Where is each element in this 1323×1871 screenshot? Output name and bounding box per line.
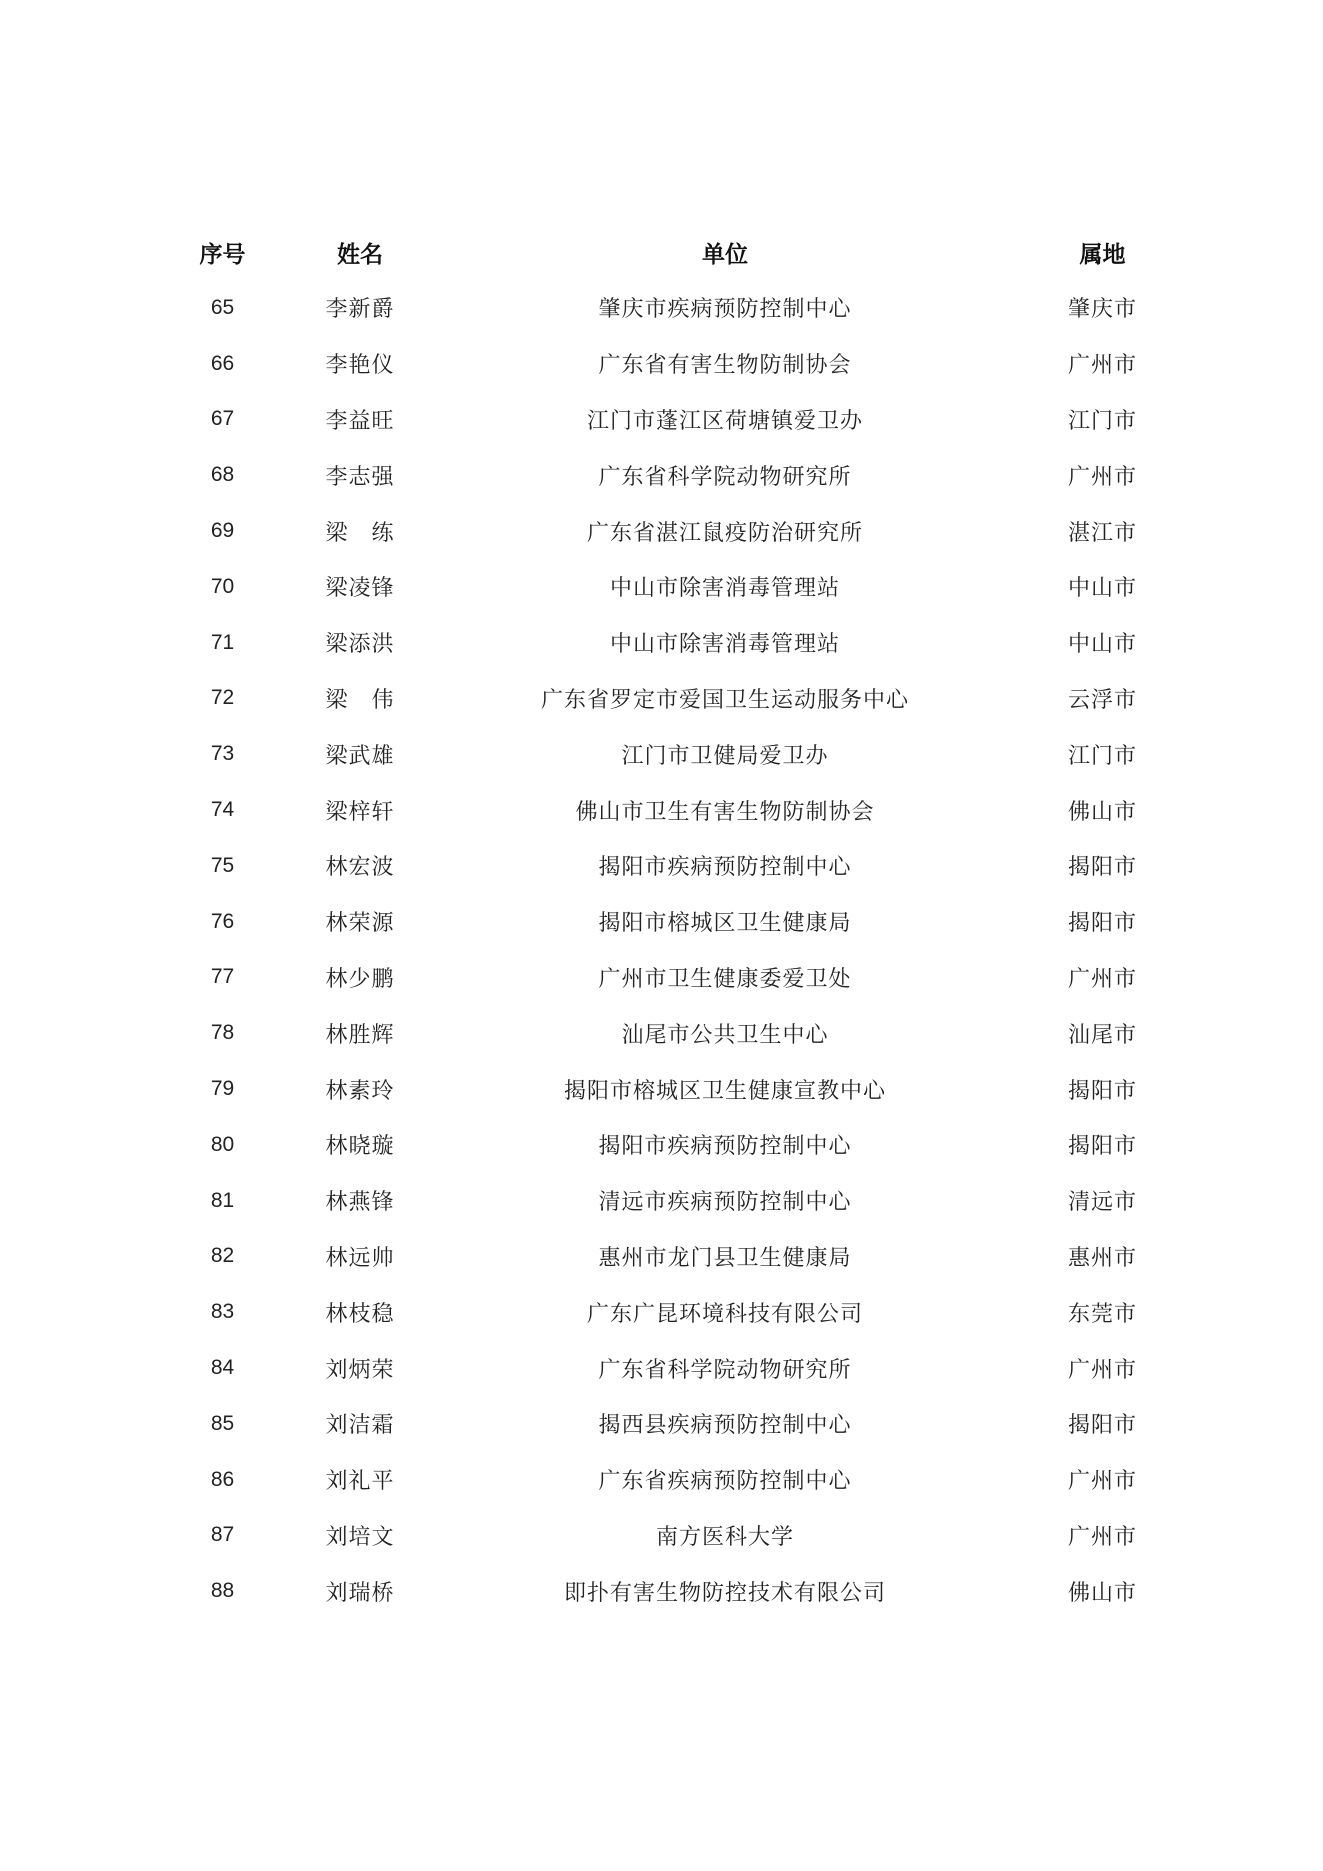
cell-name: 林枝稳	[325, 1301, 395, 1327]
table-row	[150, 1340, 1180, 1396]
table-header	[150, 224, 1180, 280]
cell-unit: 汕尾市公共卫生中心	[621, 1022, 829, 1048]
table-row	[150, 392, 1180, 448]
cell-number: 87	[210, 1523, 235, 1547]
cell-number: 70	[210, 574, 235, 598]
cell-number: 82	[210, 1244, 235, 1268]
cell-number: 73	[210, 742, 235, 766]
cell-unit: 清远市疾病预防控制中心	[598, 1190, 852, 1216]
cell-region: 揭阳市	[1067, 855, 1137, 881]
cell-unit: 广州市卫生健康委爱卫处	[598, 966, 852, 992]
cell-number: 65	[210, 295, 235, 319]
cell-region: 江门市	[1067, 743, 1137, 769]
table-row	[150, 1508, 1180, 1564]
table-row	[150, 671, 1180, 727]
table-row	[150, 503, 1180, 559]
cell-unit: 江门市蓬江区荷塘镇爱卫办	[586, 408, 863, 434]
cell-region: 湛江市	[1067, 520, 1137, 546]
cell-name: 林燕锋	[325, 1190, 395, 1216]
table-row	[150, 615, 1180, 671]
roster-table	[150, 224, 1180, 1619]
cell-region: 江门市	[1067, 408, 1137, 434]
cell-unit: 广东广昆环境科技有限公司	[586, 1301, 863, 1327]
cell-name: 林宏波	[325, 855, 395, 881]
cell-region: 广州市	[1067, 966, 1137, 992]
cell-region: 广州市	[1067, 353, 1137, 379]
table-row	[150, 1229, 1180, 1285]
cell-number: 66	[210, 351, 235, 375]
cell-region: 广州市	[1067, 1469, 1137, 1495]
cell-number: 79	[210, 1077, 235, 1101]
cell-unit: 中山市除害消毒管理站	[609, 576, 840, 602]
cell-unit: 广东省疾病预防控制中心	[598, 1469, 852, 1495]
cell-name: 梁梓轩	[325, 799, 395, 825]
cell-region: 惠州市	[1067, 1245, 1137, 1271]
cell-unit: 南方医科大学	[655, 1524, 794, 1550]
cell-name: 刘洁霜	[325, 1413, 395, 1439]
cell-region: 广州市	[1067, 1357, 1137, 1383]
table-row	[150, 559, 1180, 615]
cell-unit: 广东省有害生物防制协会	[598, 353, 852, 379]
cell-unit: 揭阳市疾病预防控制中心	[598, 1134, 852, 1160]
cell-number: 78	[210, 1021, 235, 1045]
cell-number: 84	[210, 1356, 235, 1380]
header-name: 姓名	[337, 241, 383, 268]
header-region: 属地	[1079, 241, 1126, 268]
cell-name: 林晓璇	[325, 1134, 395, 1160]
cell-name: 刘培文	[325, 1524, 395, 1550]
cell-region: 中山市	[1067, 632, 1137, 658]
table-row	[150, 1563, 1180, 1619]
cell-number: 85	[210, 1411, 235, 1435]
header-number: 序号	[199, 241, 246, 268]
cell-name: 刘瑞桥	[325, 1580, 395, 1606]
cell-region: 揭阳市	[1067, 1413, 1137, 1439]
cell-name: 梁武雄	[325, 743, 395, 769]
cell-number: 74	[210, 798, 235, 822]
cell-name: 林远帅	[325, 1245, 395, 1271]
cell-number: 76	[210, 909, 235, 933]
cell-name: 梁凌锋	[325, 576, 395, 602]
cell-unit: 佛山市卫生有害生物防制协会	[575, 799, 875, 825]
cell-number: 69	[210, 519, 235, 543]
cell-name: 林胜辉	[325, 1022, 395, 1048]
table-row	[150, 1061, 1180, 1117]
table-row	[150, 1396, 1180, 1452]
cell-unit: 广东省罗定市爱国卫生运动服务中心	[540, 687, 909, 713]
cell-name: 梁 练	[325, 520, 395, 546]
header-unit: 单位	[702, 241, 748, 268]
cell-number: 68	[210, 463, 235, 487]
table-row	[150, 1284, 1180, 1340]
cell-number: 77	[210, 965, 235, 989]
cell-unit: 揭阳市榕城区卫生健康宣教中心	[563, 1078, 886, 1104]
cell-unit: 揭西县疾病预防控制中心	[598, 1413, 852, 1439]
cell-number: 80	[210, 1132, 235, 1156]
cell-number: 86	[210, 1467, 235, 1491]
cell-name: 李艳仪	[325, 353, 395, 379]
cell-region: 佛山市	[1067, 799, 1137, 825]
cell-name: 梁添洪	[325, 632, 395, 658]
cell-name: 刘礼平	[325, 1469, 395, 1495]
cell-region: 云浮市	[1067, 687, 1137, 713]
cell-name: 刘炳荣	[325, 1357, 395, 1383]
table-row	[150, 447, 1180, 503]
cell-name: 梁 伟	[325, 687, 395, 713]
cell-name: 林荣源	[325, 911, 395, 937]
cell-unit: 肇庆市疾病预防控制中心	[598, 297, 852, 323]
cell-name: 李益旺	[325, 408, 395, 434]
cell-region: 广州市	[1067, 1524, 1137, 1550]
header-row	[150, 224, 1180, 280]
cell-region: 揭阳市	[1067, 1134, 1137, 1160]
cell-number: 88	[210, 1579, 235, 1603]
table-row	[150, 838, 1180, 894]
cell-region: 汕尾市	[1067, 1022, 1137, 1048]
cell-number: 72	[210, 686, 235, 710]
table-row	[150, 1117, 1180, 1173]
cell-region: 揭阳市	[1067, 1078, 1137, 1104]
cell-number: 83	[210, 1300, 235, 1324]
table-row	[150, 280, 1180, 336]
cell-number: 71	[210, 630, 235, 654]
cell-unit: 即扑有害生物防控技术有限公司	[563, 1580, 886, 1606]
cell-unit: 广东省科学院动物研究所	[598, 464, 852, 490]
cell-name: 林少鹏	[325, 966, 395, 992]
cell-unit: 揭阳市疾病预防控制中心	[598, 855, 852, 881]
cell-number: 67	[210, 407, 235, 431]
table-row	[150, 1005, 1180, 1061]
cell-region: 清远市	[1067, 1190, 1137, 1216]
cell-unit: 惠州市龙门县卫生健康局	[598, 1245, 852, 1271]
table-row	[150, 726, 1180, 782]
table-row	[150, 1452, 1180, 1508]
cell-name: 李志强	[325, 464, 395, 490]
cell-region: 广州市	[1067, 464, 1137, 490]
cell-name: 李新爵	[325, 297, 395, 323]
cell-unit: 揭阳市榕城区卫生健康局	[598, 911, 852, 937]
cell-region: 佛山市	[1067, 1580, 1137, 1606]
cell-region: 肇庆市	[1067, 297, 1137, 323]
table-row	[150, 950, 1180, 1006]
table-row	[150, 1173, 1180, 1229]
cell-region: 东莞市	[1067, 1301, 1137, 1327]
table-row	[150, 894, 1180, 950]
cell-unit: 广东省科学院动物研究所	[598, 1357, 852, 1383]
cell-region: 中山市	[1067, 576, 1137, 602]
cell-number: 75	[210, 853, 235, 877]
cell-region: 揭阳市	[1067, 911, 1137, 937]
table-row	[150, 782, 1180, 838]
cell-number: 81	[210, 1188, 235, 1212]
cell-unit: 中山市除害消毒管理站	[609, 632, 840, 658]
table-body	[150, 280, 1180, 1619]
cell-unit: 广东省湛江鼠疫防治研究所	[586, 520, 863, 546]
table-row	[150, 336, 1180, 392]
cell-name: 林素玲	[325, 1078, 395, 1104]
cell-unit: 江门市卫健局爱卫办	[621, 743, 829, 769]
